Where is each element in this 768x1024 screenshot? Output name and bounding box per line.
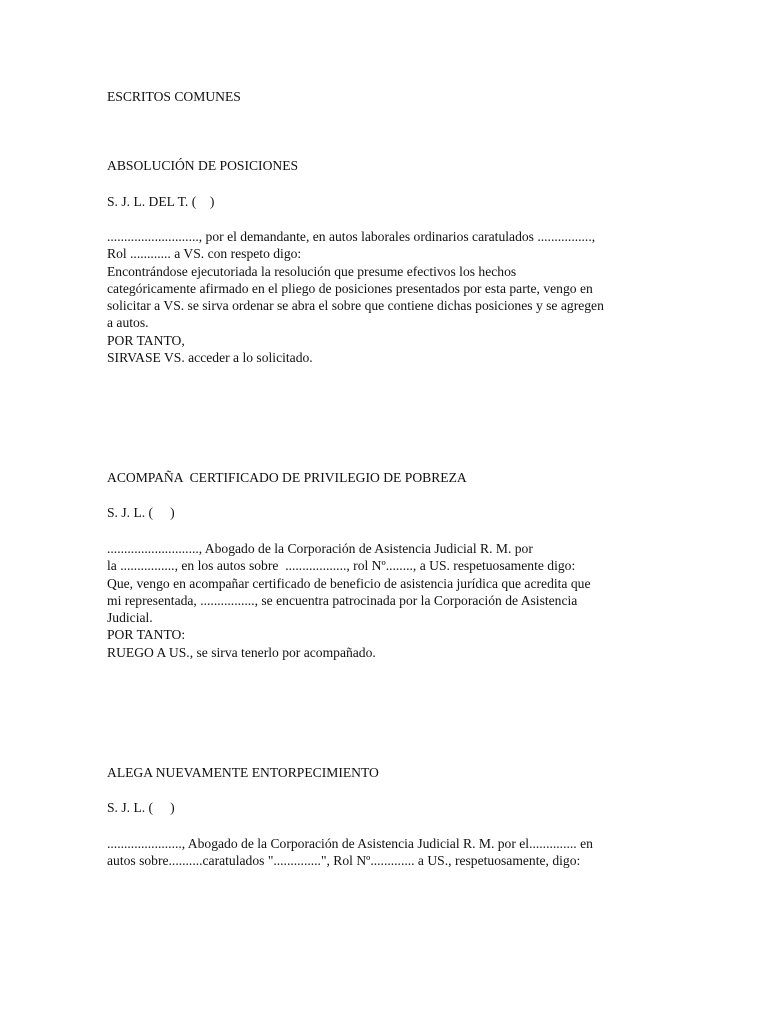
section-body-entorpecimiento	[107, 835, 667, 870]
body-line: POR TANTO:	[107, 627, 186, 643]
section-addressee-absolucion: S. J. L. DEL T. ( )	[107, 194, 215, 209]
body-line: autos sobre..........caratulados "..............", Rol Nº............. a US., respetuosamente, digo:	[107, 853, 581, 869]
body-line: Judicial.	[107, 610, 153, 626]
body-line: RUEGO A US., se sirva tenerlo por acompañado.	[107, 644, 376, 660]
section-body-certificado	[107, 540, 667, 661]
section-addressee-certificado: S. J. L. ( )	[107, 505, 175, 520]
body-line: a autos.	[107, 315, 149, 331]
body-line: Encontrándose ejecutoriada la resolución que presume efectivos los hechos	[107, 263, 517, 279]
body-line: POR TANTO,	[107, 332, 185, 348]
section-heading-absolucion: ABSOLUCIÓN DE POSICIONES	[107, 158, 299, 173]
body-line: ..........................., por el demandante, en autos laborales ordinarios caratulados ................,	[107, 229, 596, 244]
section-addressee-entorpecimiento: S. J. L. ( )	[107, 800, 175, 815]
section-heading-entorpecimiento: ALEGA NUEVAMENTE ENTORPECIMIENTO	[107, 765, 379, 780]
body-line: ......................, Abogado de la Corporación de Asistencia Judicial R. M. por el.............. en	[107, 836, 593, 851]
body-line: la ................, en los autos sobre .................., rol Nº........, a US. respetuosamente digo:	[107, 558, 576, 574]
document-title: ESCRITOS COMUNES	[107, 89, 241, 104]
body-line: Rol ............ a VS. con respeto digo:	[107, 246, 302, 262]
body-line: ..........................., Abogado de la Corporación de Asistencia Judicial R. M. por	[107, 541, 533, 556]
section-heading-certificado: ACOMPAÑA CERTIFICADO DE PRIVILEGIO DE POBREZA	[107, 470, 467, 485]
section-body-absolucion	[107, 228, 667, 366]
body-line: mi representada, ................, se encuentra patrocinada por la Corporación de Asistencia	[107, 592, 578, 608]
body-line: SIRVASE VS. acceder a lo solicitado.	[107, 350, 313, 366]
body-line: solicitar a VS. se sirva ordenar se abra el sobre que contiene dichas posiciones y se agregen	[107, 298, 604, 314]
body-line: categóricamente afirmado en el pliego de posiciones presentados por esta parte, vengo en	[107, 280, 593, 296]
body-line: Que, vengo en acompañar certificado de beneficio de asistencia jurídica que acredita que	[107, 575, 591, 591]
